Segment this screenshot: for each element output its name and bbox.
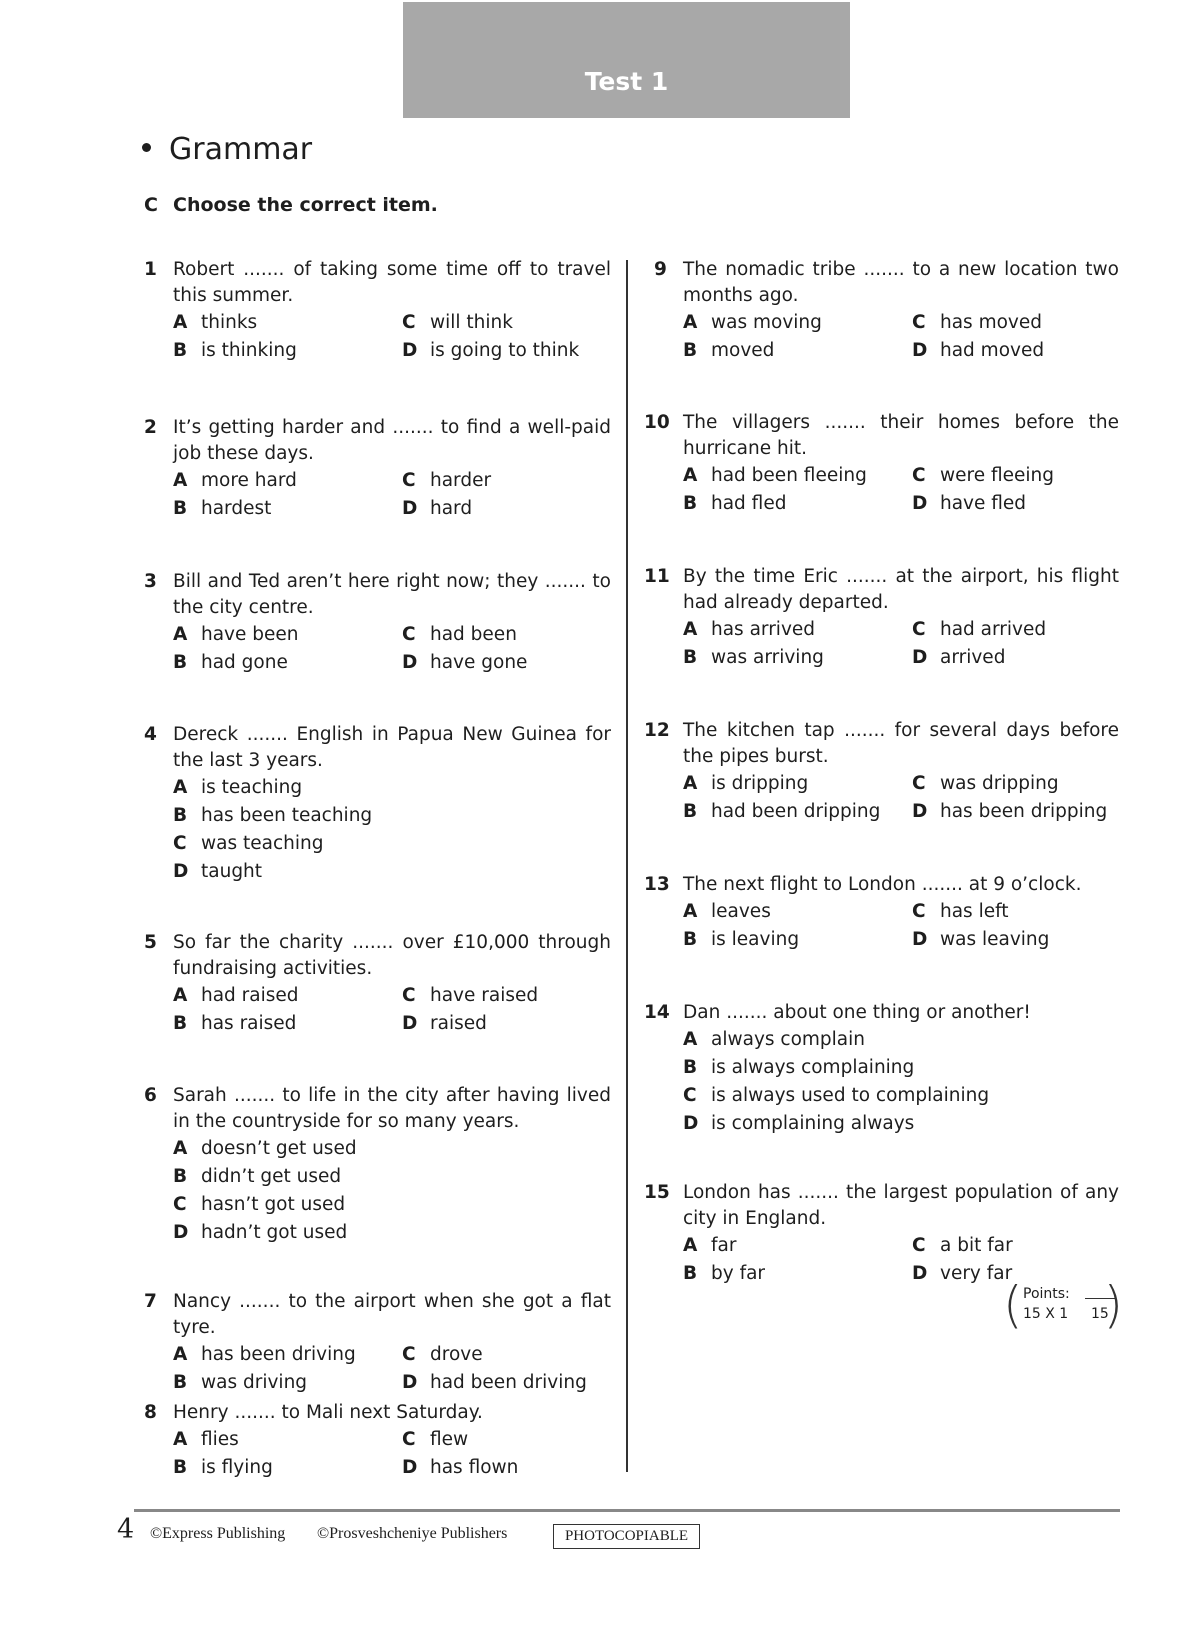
- question-number: 11: [644, 566, 670, 587]
- question-stem: The next flight to London ....... at 9 o’clock.: [683, 874, 1082, 895]
- question-stem: The nomadic tribe ....... to a new location two months ago.: [683, 259, 1119, 306]
- bullet-icon: [142, 143, 151, 152]
- option-d[interactable]: D raised: [402, 1013, 487, 1034]
- question-stem: Henry ....... to Mali next Saturday.: [173, 1402, 483, 1423]
- question-stem: The kitchen tap ....... for several days before the pipes burst.: [683, 720, 1119, 767]
- question-15: [644, 1180, 1119, 1288]
- question-stem: So far the charity ....... over £10,000 through fundraising activities.: [173, 932, 611, 979]
- option-b[interactable]: B is thinking: [173, 340, 297, 361]
- question-stem: Sarah ....... to life in the city after having lived in the countryside for so many years.: [173, 1085, 611, 1132]
- option-c[interactable]: C had been: [402, 624, 517, 645]
- option-d[interactable]: D hadn’t got used: [173, 1222, 348, 1243]
- question-number: 14: [644, 1002, 670, 1023]
- points-multiplier: 15 X 1: [1023, 1306, 1069, 1322]
- question-stem: Nancy ....... to the airport when she got a flat tyre.: [173, 1291, 611, 1338]
- points-box: [1003, 1276, 1123, 1336]
- question-number: 2: [144, 417, 157, 438]
- paren-left: (: [1003, 1276, 1023, 1334]
- option-d[interactable]: D is complaining always: [683, 1113, 915, 1134]
- option-b[interactable]: B is flying: [173, 1457, 273, 1478]
- question-stem: Bill and Ted aren’t here right now; they ....... to the city centre.: [173, 571, 611, 618]
- publisher-1: ©Express Publishing: [150, 1525, 286, 1542]
- option-b[interactable]: B has raised: [173, 1013, 297, 1034]
- footer-rule: [134, 1509, 1120, 1512]
- option-b[interactable]: B was driving: [173, 1372, 308, 1393]
- option-b[interactable]: B didn’t get used: [173, 1166, 342, 1187]
- question-13: [644, 872, 1119, 954]
- option-b[interactable]: B moved: [683, 340, 775, 361]
- option-a[interactable]: A has been driving: [173, 1344, 356, 1365]
- option-a[interactable]: A thinks: [173, 312, 258, 333]
- question-9: [644, 257, 1119, 365]
- option-d[interactable]: D had been driving: [402, 1372, 587, 1393]
- option-c[interactable]: C had arrived: [912, 619, 1047, 640]
- page-number: 4: [117, 1514, 135, 1545]
- question-1: [144, 257, 611, 365]
- question-5: [144, 930, 611, 1038]
- option-b[interactable]: B had been dripping: [683, 801, 881, 822]
- instruction-letter: C: [144, 194, 158, 216]
- option-b[interactable]: B had gone: [173, 652, 288, 673]
- question-stem: By the time Eric ....... at the airport, his flight had already departed.: [683, 566, 1119, 613]
- question-10: [644, 410, 1119, 518]
- question-number: 7: [144, 1291, 157, 1312]
- question-number: 4: [144, 724, 157, 745]
- question-number: 9: [654, 259, 667, 280]
- question-number: 6: [144, 1085, 157, 1106]
- test-title: Test 1: [584, 67, 669, 96]
- option-a[interactable]: A have been: [173, 624, 299, 645]
- section-heading: [142, 132, 312, 167]
- option-c[interactable]: C drove: [402, 1344, 483, 1365]
- option-c[interactable]: C has left: [912, 901, 1009, 922]
- option-a[interactable]: A doesn’t get used: [173, 1138, 357, 1159]
- question-number: 5: [144, 932, 157, 953]
- option-a[interactable]: A had been fleeing: [683, 465, 867, 486]
- test-title-banner: [403, 2, 850, 118]
- paren-right: ): [1103, 1276, 1123, 1334]
- option-a[interactable]: A is teaching: [173, 777, 303, 798]
- option-b[interactable]: B by far: [683, 1263, 766, 1284]
- photocopiable-stamp: PHOTOCOPIABLE: [553, 1524, 700, 1549]
- option-c[interactable]: C flew: [402, 1429, 469, 1450]
- option-a[interactable]: A is dripping: [683, 773, 809, 794]
- option-d[interactable]: D hard: [402, 498, 473, 519]
- option-c[interactable]: C hasn’t got used: [173, 1194, 346, 1215]
- option-c[interactable]: C was teaching: [173, 833, 324, 854]
- question-stem: It’s getting harder and ....... to find a well-paid job these days.: [173, 417, 611, 464]
- option-d[interactable]: D was leaving: [912, 929, 1050, 950]
- option-b[interactable]: B was arriving: [683, 647, 824, 668]
- option-d[interactable]: D taught: [173, 861, 263, 882]
- option-c[interactable]: C a bit far: [912, 1235, 1013, 1256]
- option-a[interactable]: A more hard: [173, 470, 297, 491]
- option-b[interactable]: B is leaving: [683, 929, 800, 950]
- option-c[interactable]: C has moved: [912, 312, 1042, 333]
- option-d[interactable]: D had moved: [912, 340, 1045, 361]
- option-a[interactable]: A always complain: [683, 1029, 866, 1050]
- question-3: [144, 569, 611, 677]
- option-a[interactable]: A has arrived: [683, 619, 816, 640]
- option-c[interactable]: C will think: [402, 312, 513, 333]
- question-stem: The villagers ....... their homes before the hurricane hit.: [683, 412, 1119, 459]
- question-stem: Dan ....... about one thing or another!: [683, 1002, 1031, 1023]
- question-12: [644, 718, 1119, 826]
- option-a[interactable]: A leaves: [683, 901, 771, 922]
- question-number: 8: [144, 1402, 157, 1423]
- instruction-text: Choose the correct item.: [173, 194, 438, 216]
- question-number: 12: [644, 720, 670, 741]
- option-d[interactable]: D has flown: [402, 1457, 519, 1478]
- option-c[interactable]: C was dripping: [912, 773, 1059, 794]
- instruction: [144, 194, 438, 216]
- question-2: [144, 415, 611, 523]
- column-divider: [626, 260, 628, 1472]
- section-title: Grammar: [169, 132, 313, 167]
- question-number: 13: [644, 874, 670, 895]
- question-stem: Dereck ....... English in Papua New Guinea for the last 3 years.: [173, 724, 611, 771]
- option-a[interactable]: A was moving: [683, 312, 822, 333]
- points-total: 15: [1091, 1306, 1109, 1322]
- option-a[interactable]: A flies: [173, 1429, 239, 1450]
- question-number: 3: [144, 571, 157, 592]
- question-14: [644, 1000, 1119, 1138]
- question-number: 15: [644, 1182, 670, 1203]
- option-a[interactable]: A had raised: [173, 985, 299, 1006]
- question-number: 10: [644, 412, 670, 433]
- option-d[interactable]: D have fled: [912, 493, 1027, 514]
- question-stem: Robert ....... of taking some time off to travel this summer.: [173, 259, 611, 306]
- option-c[interactable]: C were fleeing: [912, 465, 1054, 486]
- points-label: Points:: [1023, 1286, 1070, 1302]
- question-stem: London has ....... the largest population of any city in England.: [683, 1182, 1119, 1229]
- option-d[interactable]: D has been dripping: [912, 801, 1108, 822]
- option-c[interactable]: C harder: [402, 470, 492, 491]
- option-d[interactable]: D is going to think: [402, 340, 580, 361]
- publisher-2: ©Prosveshcheniye Publishers: [317, 1525, 508, 1542]
- option-c[interactable]: C have raised: [402, 985, 539, 1006]
- option-d[interactable]: D arrived: [912, 647, 1006, 668]
- question-4: [144, 722, 611, 886]
- question-7: [144, 1289, 611, 1397]
- option-b[interactable]: B had fled: [683, 493, 787, 514]
- question-6: [144, 1083, 611, 1247]
- option-b[interactable]: B hardest: [173, 498, 272, 519]
- question-11: [644, 564, 1119, 672]
- option-d[interactable]: D very far: [912, 1263, 1013, 1284]
- option-b[interactable]: B is always complaining: [683, 1057, 915, 1078]
- option-d[interactable]: D have gone: [402, 652, 528, 673]
- question-number: 1: [144, 259, 157, 280]
- question-8: [144, 1400, 611, 1482]
- option-b[interactable]: B has been teaching: [173, 805, 373, 826]
- option-a[interactable]: A far: [683, 1235, 737, 1256]
- option-c[interactable]: C is always used to complaining: [683, 1085, 990, 1106]
